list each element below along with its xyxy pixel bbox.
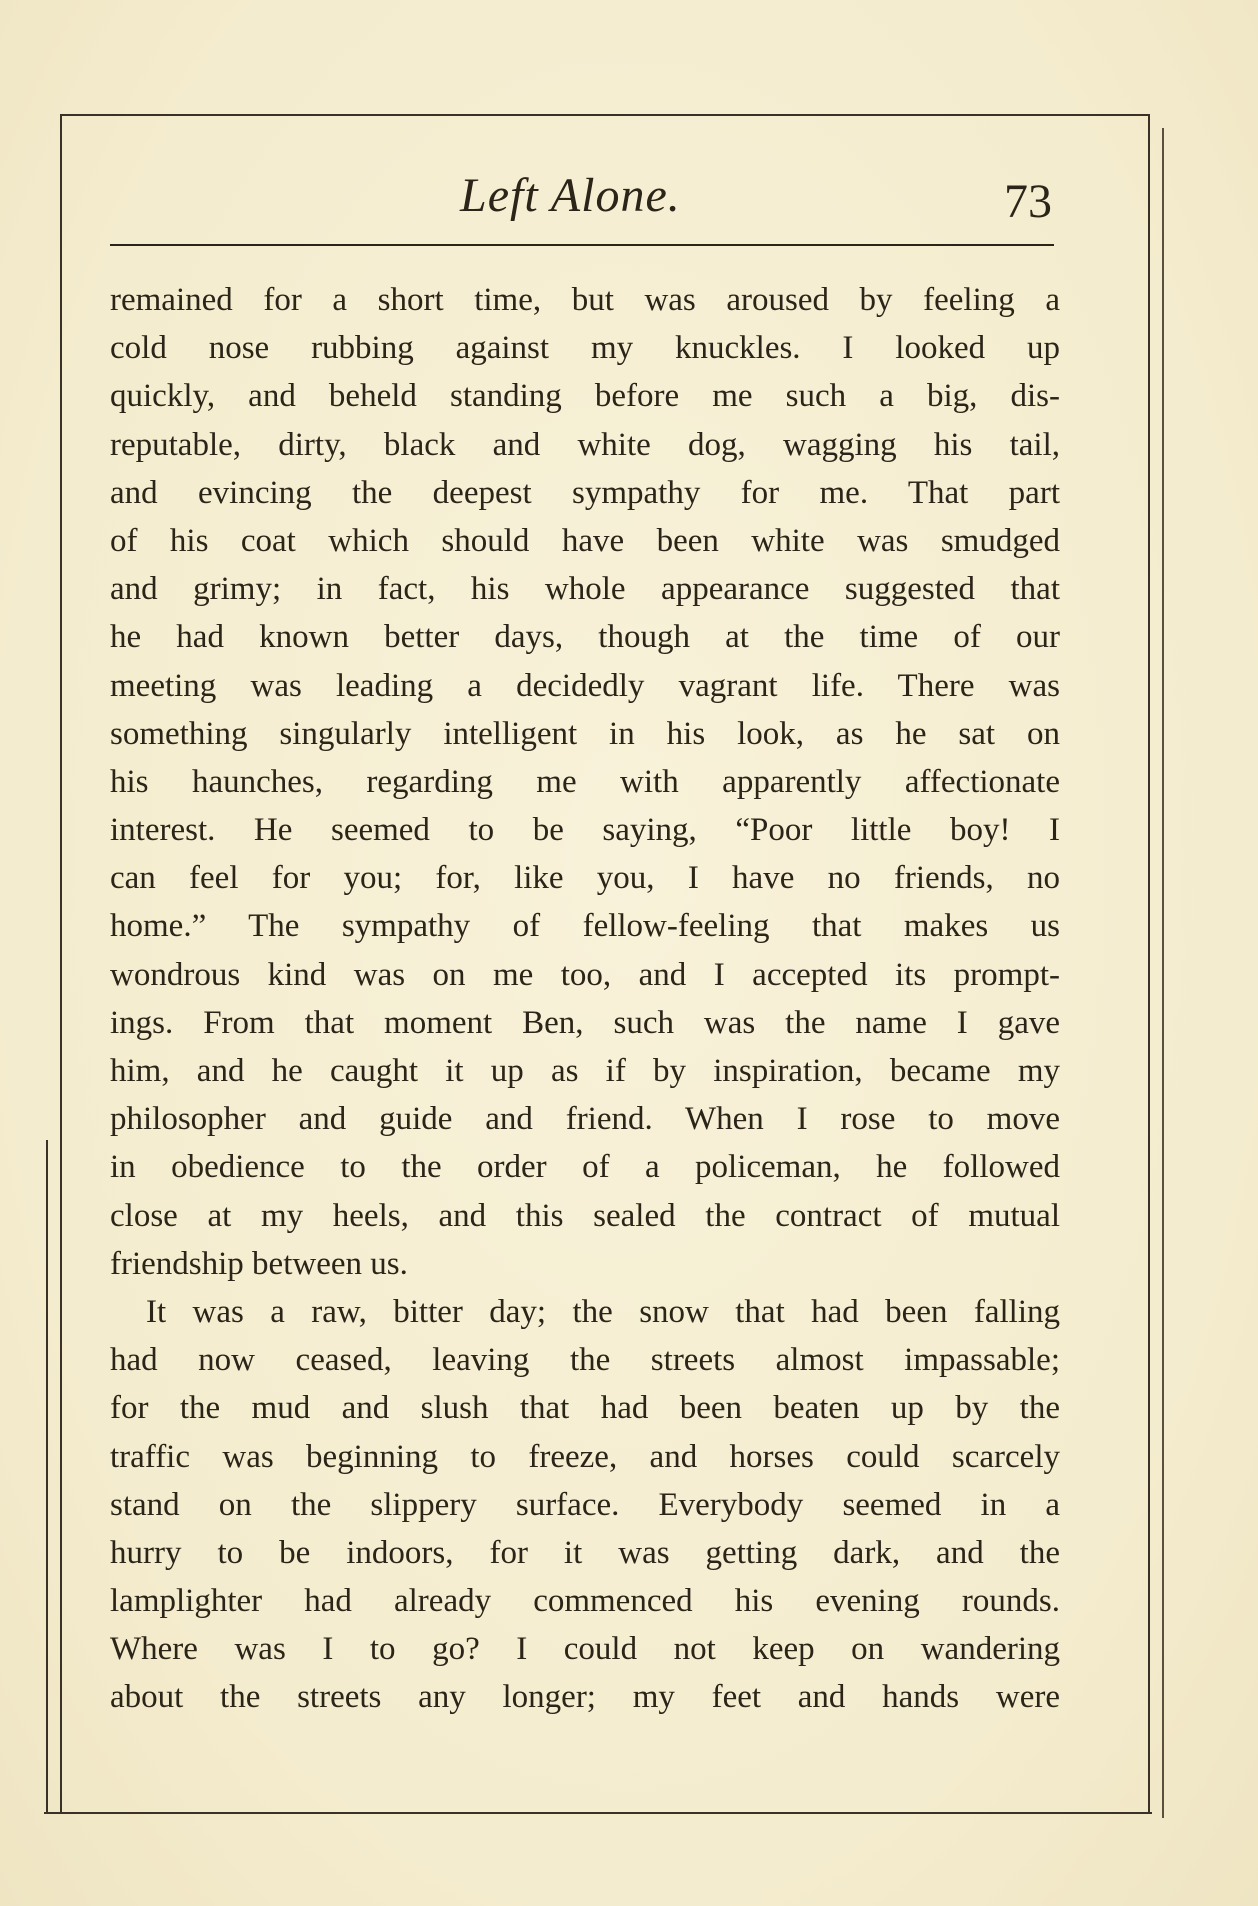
text-line: something singularly intelligent in his look, as he sat on: [110, 715, 1060, 752]
text-line: and evincing the deepest sympathy for me. That part: [110, 474, 1060, 511]
text-line: home.” The sympathy of fellow-feeling that makes us: [110, 908, 1060, 945]
text-line: stand on the slippery surface. Everybody seemed in a: [110, 1486, 1060, 1523]
text-line: had now ceased, leaving the streets almost impassable;: [110, 1342, 1060, 1379]
text-line: in obedience to the order of a policeman, he followed: [110, 1149, 1060, 1186]
text-line: and grimy; in fact, his whole appearance suggested that: [110, 571, 1060, 608]
text-line: traffic was beginning to freeze, and horses could scarcely: [110, 1438, 1060, 1475]
page-border-left-edge: [46, 1140, 48, 1812]
text-line: Where was I to go? I could not keep on wandering: [110, 1631, 1060, 1668]
body-text: [110, 276, 1060, 1722]
text-line: remained for a short time, but was aroused by feeling a: [110, 282, 1060, 318]
text-line: for the mud and slush that had been beaten up by the: [110, 1390, 1060, 1427]
text-line: reputable, dirty, black and white dog, wagging his tail,: [110, 426, 1060, 463]
text-line: cold nose rubbing against my knuckles. I looked up: [110, 330, 1060, 367]
text-line: interest. He seemed to be saying, “Poor little boy! I: [110, 812, 1060, 849]
running-header: [110, 168, 1060, 238]
running-title: Left Alone.: [460, 169, 681, 222]
text-line: hurry to be indoors, for it was getting dark, and the: [110, 1534, 1060, 1571]
text-line: wondrous kind was on me too, and I accepted its prompt-: [110, 956, 1060, 993]
text-line: lamplighter had already commenced his evening rounds.: [110, 1583, 1060, 1620]
text-line: about the streets any longer; my feet and hands were: [110, 1679, 1060, 1716]
text-line: philosopher and guide and friend. When I rose to move: [110, 1101, 1060, 1138]
page-border-right-edge: [1162, 128, 1164, 1818]
text-line: him, and he caught it up as if by inspiration, became my: [110, 1053, 1060, 1089]
text-line: he had known better days, though at the time of our: [110, 619, 1060, 656]
page-border-bottom-edge: [44, 1812, 1152, 1814]
text-line: close at my heels, and this sealed the contract of mutual: [110, 1197, 1060, 1234]
text-line: meeting was leading a decidedly vagrant life. There was: [110, 667, 1060, 704]
page-number: 73: [1004, 175, 1052, 228]
text-line: his haunches, regarding me with apparently affectionate: [110, 763, 1060, 800]
text-line: It was a raw, bitter day; the snow that had been falling: [146, 1293, 1060, 1330]
header-rule: [110, 244, 1054, 246]
text-line: friendship between us.: [110, 1245, 408, 1282]
text-line: quickly, and beheld standing before me such a big, dis-: [110, 378, 1060, 415]
text-line: of his coat which should have been white was smudged: [110, 522, 1060, 559]
text-line: ings. From that moment Ben, such was the name I gave: [110, 1004, 1060, 1041]
text-line: can feel for you; for, like you, I have no friends, no: [110, 860, 1060, 897]
